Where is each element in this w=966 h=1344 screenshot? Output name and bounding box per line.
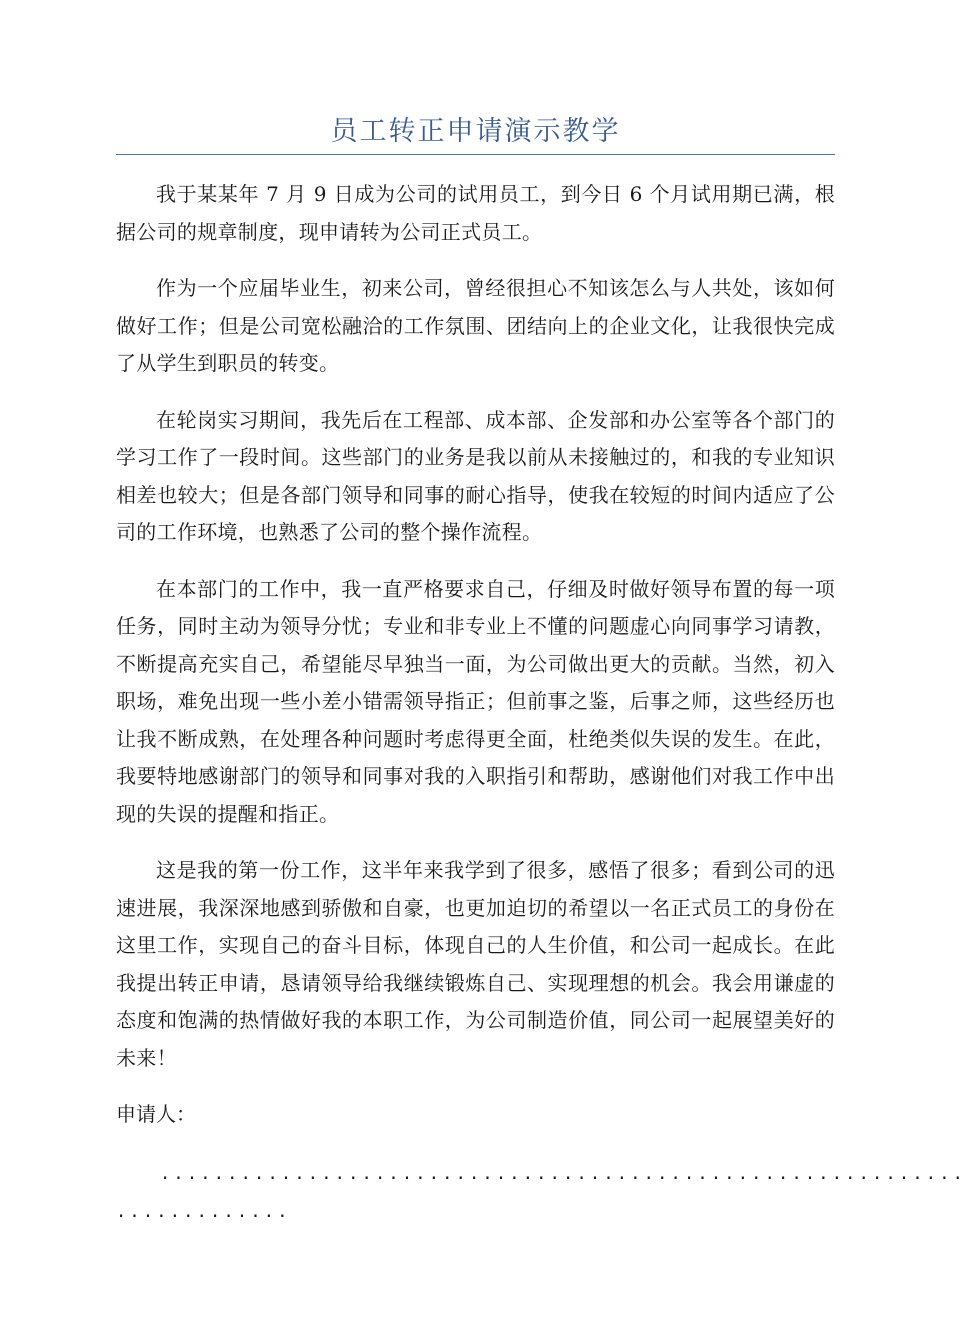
signature-dotted-line xyxy=(116,1155,966,1231)
paragraph-new-graduate: 作为一个应届毕业生，初来公司，曾经很担心不知该怎么与人共处，该如何做好工作；但是公司宽松融洽的工作氛围、团结向上的企业文化，让我很快完成了从学生到职员的转变。 xyxy=(116,276,835,375)
paragraph-rotation-internship: 在轮岗实习期间，我先后在工程部、成本部、企发部和办公室等各个部门的学习工作了一段时间。这些部门的业务是我以前从未接触过的，和我的专业知识相差也较大；但是各部门领导和同事的耐心指导，使我在较短的时间内适应了公司的工作环境，也熟悉了公司的整个操作流程。 xyxy=(116,407,835,544)
signature-dots-line-1: ............................................................ xyxy=(160,1164,966,1184)
paragraph-department-work: 在本部门的工作中，我一直严格要求自己，仔细及时做好领导布置的每一项任务，同时主动为领导分忧；专业和非专业上不懂的问题虚心向同事学习请教，不断提高充实自己，希望能尽早独当一面，为公司做出更大的贡献。当然，初入职场，难免出现一些小差小错需领导指正；但前事之鉴，后事之师，这些经历也让我不断成熟，在处理各种问题时考虑得更全面，杜绝类似失误的发生。在此，我要特地感谢部门的领导和同事对我的入职指引和帮助，感谢他们对我工作中出现的失误的提醒和指正。 xyxy=(116,576,835,826)
document-title: 员工转正申请演示教学 xyxy=(330,116,621,147)
signature-dots-line-2: ............. xyxy=(116,1202,291,1222)
paragraph-trial-period: 我于某某年 7 月 9 日成为公司的试用员工，到今日 6 个月试用期已满，根据公司的规章制度，现申请转为公司正式员工。 xyxy=(116,182,835,244)
paragraph-first-job: 这是我的第一份工作，这半年来我学到了很多，感悟了很多；看到公司的迅速进展，我深深地感到骄傲和自豪，也更加迫切的希望以一名正式员工的身份在这里工作，实现自己的奋斗目标，体现自己的人生价值，和公司一起成长。在此我提出转正申请，恳请领导给我继续锻炼自己、实现理想的机会。我会用谦虚的态度和饱满的热情做好我的本职工作，为公司制造价值，同公司一起展望美好的未来！ xyxy=(116,858,835,1070)
title-underline-rule xyxy=(116,154,835,155)
document-body xyxy=(116,176,835,1134)
applicant-label: 申请人： xyxy=(116,1102,196,1126)
